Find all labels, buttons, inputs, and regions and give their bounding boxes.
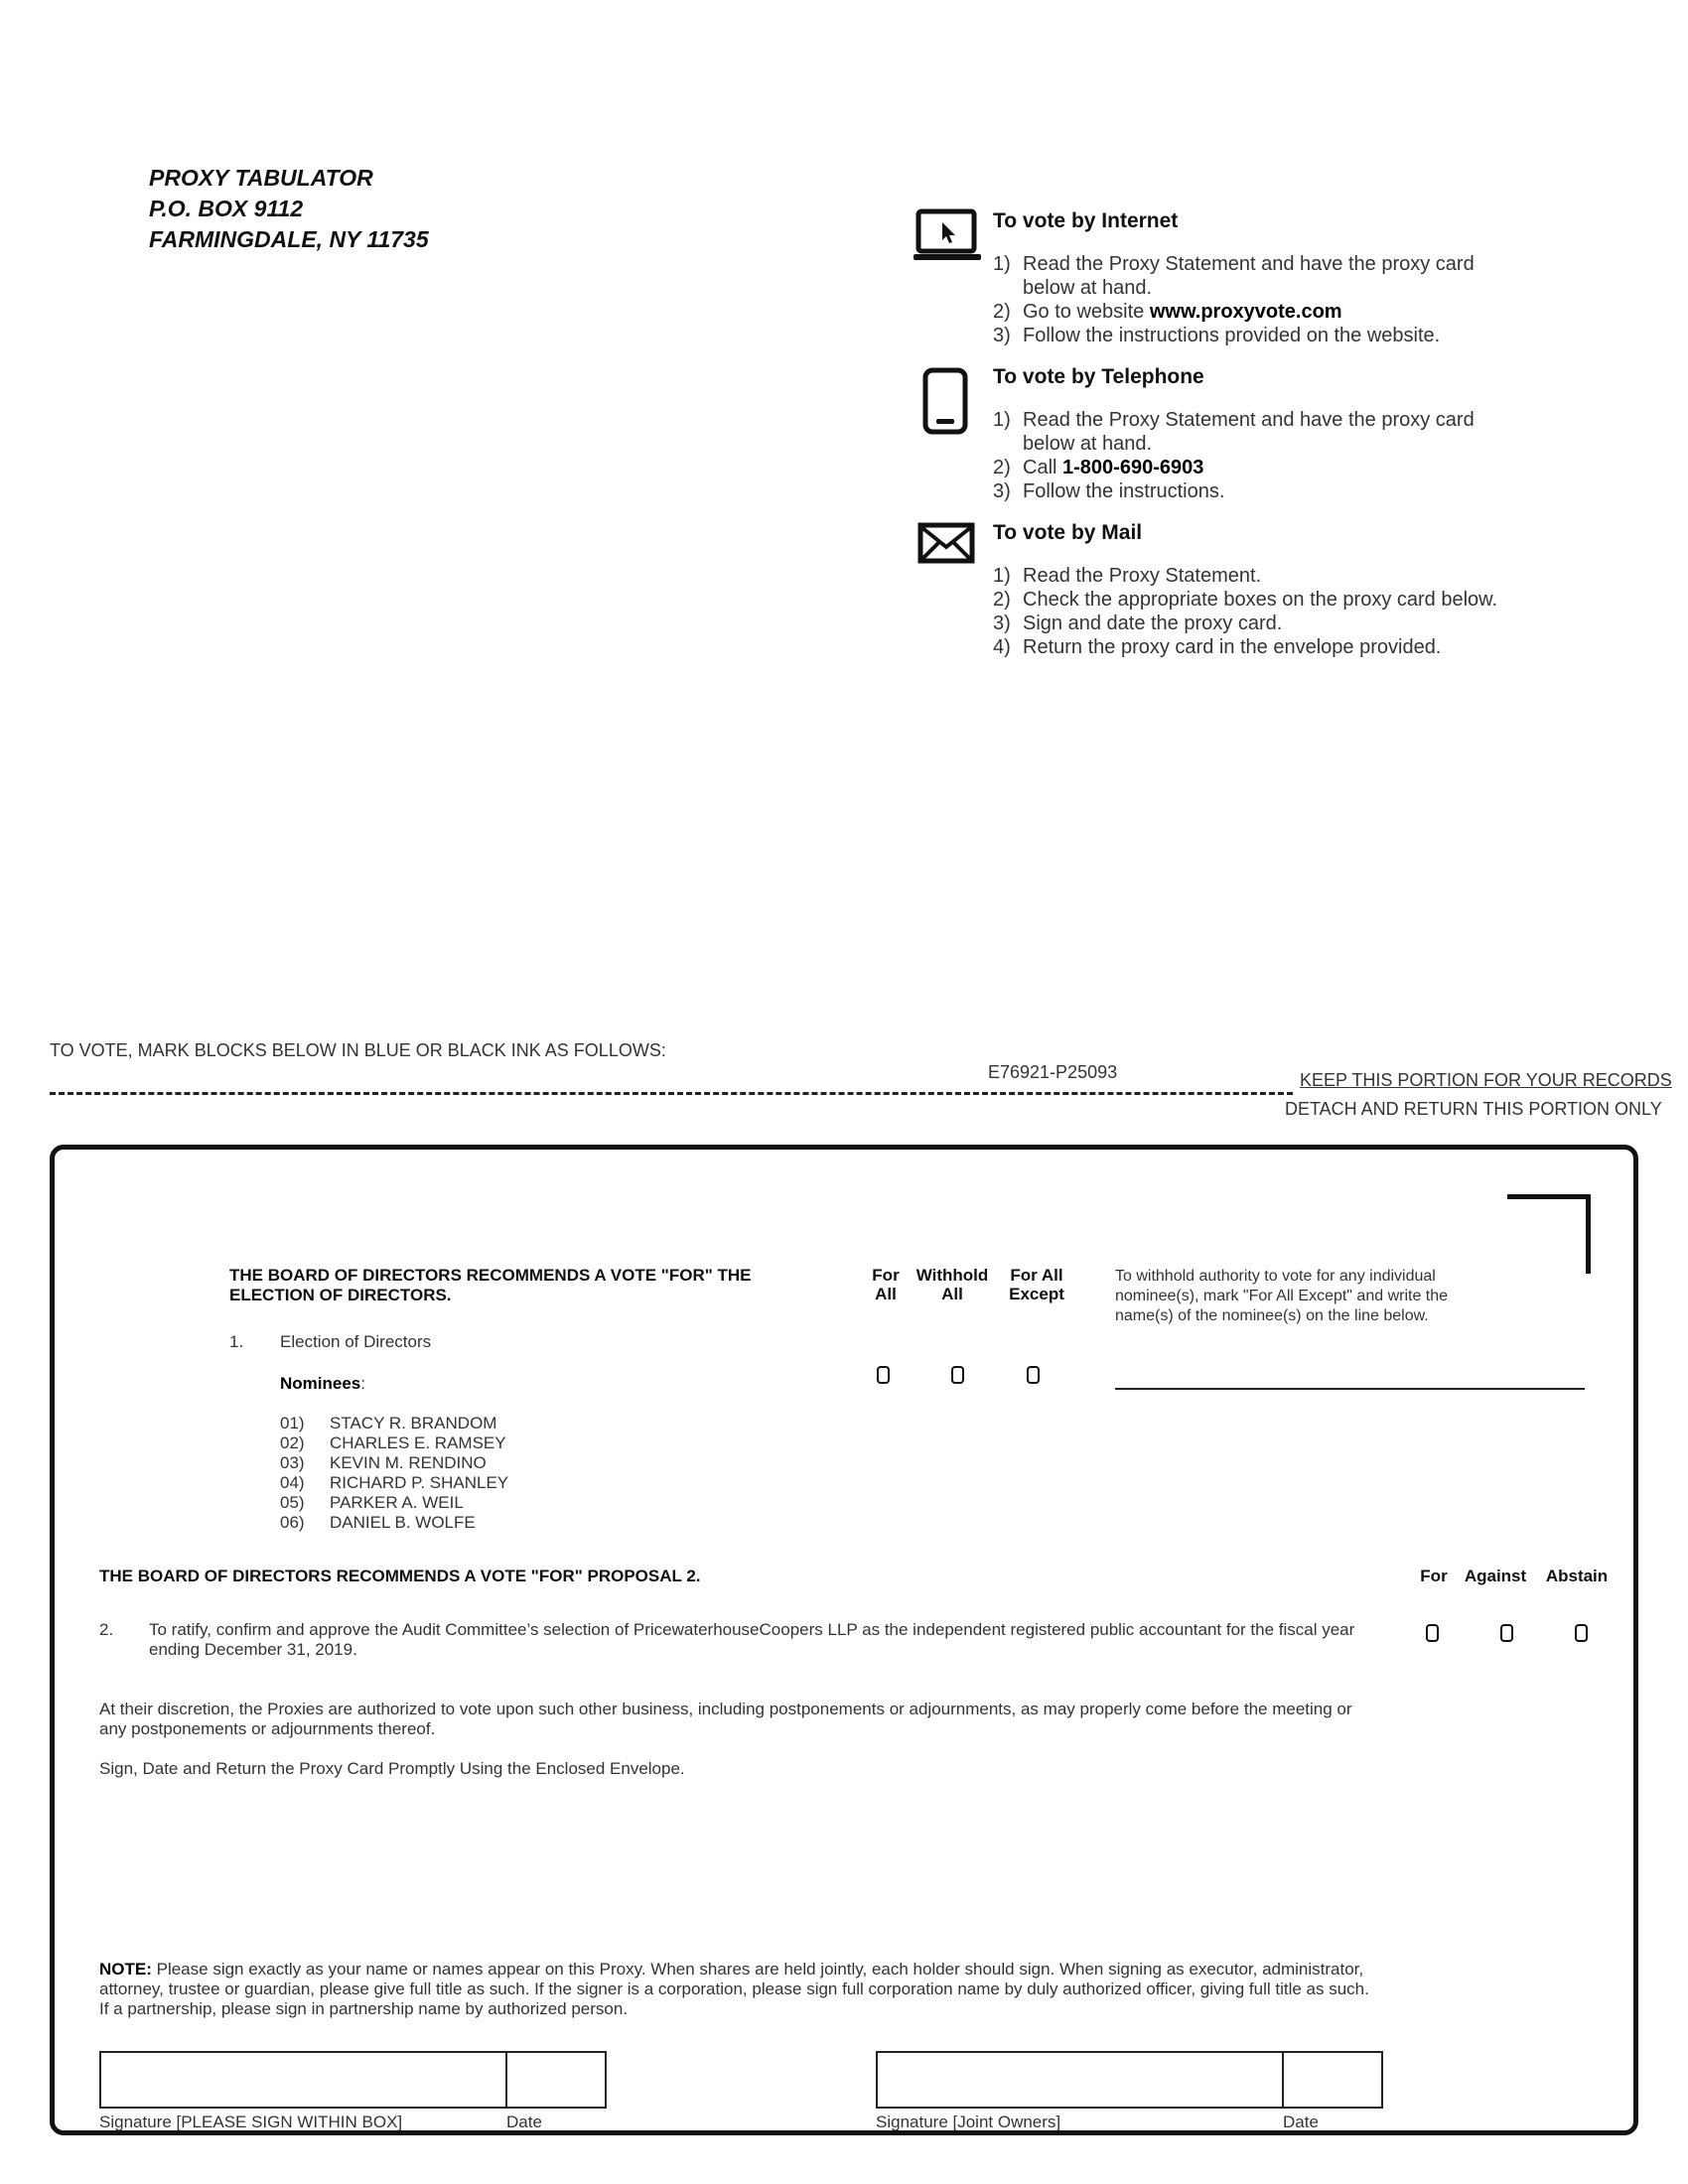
mail-vote-title: To vote by Mail xyxy=(993,521,1143,544)
item-1-label: Election of Directors xyxy=(280,1332,432,1351)
mail-steps xyxy=(993,564,1509,659)
col-abstain: Abstain xyxy=(1545,1567,1609,1585)
col-withhold-all: Withhold All xyxy=(915,1266,989,1303)
address-line-1: PROXY TABULATOR xyxy=(149,165,373,191)
control-code: E76921-P25093 xyxy=(988,1062,1118,1082)
nominee-5: 05) PARKER A. WEIL xyxy=(280,1493,464,1512)
telephone-step-3: 3) Follow the instructions. xyxy=(993,480,1225,502)
withhold-instructions: To withhold authority to vote for any individual nominee(s), mark "For All Except" and write the name(s) of the nominee(s) on the line below. xyxy=(1115,1268,1449,1324)
proposal-2-against-checkbox[interactable] xyxy=(1500,1624,1513,1642)
date-field-2[interactable] xyxy=(1284,2053,1381,2107)
ink-instructions: TO VOTE, MARK BLOCKS BELOW IN BLUE OR BLACK INK AS FOLLOWS: xyxy=(50,1040,666,1060)
nominee-4: 04) RICHARD P. SHANLEY xyxy=(280,1473,509,1492)
mail-step-2: 2) Check the appropriate boxes on the proxy card below. xyxy=(993,589,1498,611)
nominees-label: Nominees: xyxy=(280,1374,365,1393)
mail-step-4: 4) Return the proxy card in the envelope provided. xyxy=(993,636,1442,658)
signing-note: NOTE: Please sign exactly as your name or names appear on this Proxy. When shares are held jointly, each holder should sign. When signing as executor, administrator, attorney, trustee or guardian, please give full title as such. If the signer is a corporation, please sign full corporation name by duly authorized officer, giving full title as such. If a partnership, please sign in partnership name by authorized person. xyxy=(99,1960,1369,2018)
registration-corner-mark xyxy=(1507,1194,1591,1274)
internet-steps xyxy=(993,252,1509,347)
item-2-number: 2. xyxy=(99,1620,114,1639)
telephone-steps xyxy=(993,408,1509,503)
except-nominee-line[interactable] xyxy=(1115,1388,1585,1390)
col-for: For xyxy=(1420,1567,1448,1585)
nominee-1: 01) STACY R. BRANDOM xyxy=(280,1414,497,1433)
laptop-icon xyxy=(912,208,983,264)
date-2-label: Date xyxy=(1283,2113,1319,2131)
for-all-checkbox[interactable] xyxy=(877,1366,890,1384)
proposal-2-abstain-checkbox[interactable] xyxy=(1575,1624,1588,1642)
nominee-list xyxy=(280,1414,508,1533)
col-for-all: For All xyxy=(872,1266,900,1303)
date-field-1[interactable] xyxy=(507,2053,605,2107)
nominee-2: 02) CHARLES E. RAMSEY xyxy=(280,1433,506,1452)
proposal-2-heading: THE BOARD OF DIRECTORS RECOMMENDS A VOTE "FOR" PROPOSAL 2. xyxy=(99,1567,701,1585)
signature-1-label: Signature [PLEASE SIGN WITHIN BOX] xyxy=(99,2113,403,2131)
for-all-except-checkbox[interactable] xyxy=(1027,1366,1040,1384)
signature-box-2 xyxy=(876,2051,1383,2109)
signature-field-1[interactable] xyxy=(101,2053,507,2107)
internet-step-3: 3) Follow the instructions provided on the website. xyxy=(993,325,1441,346)
phone-number[interactable]: 1-800-690-6903 xyxy=(1062,457,1204,478)
internet-step-1: 1) Read the Proxy Statement and have the proxy card below at hand. xyxy=(993,253,1475,299)
return-portion-label: DETACH AND RETURN THIS PORTION ONLY xyxy=(1285,1099,1662,1119)
directors-heading: THE BOARD OF DIRECTORS RECOMMENDS A VOTE "FOR" THE ELECTION OF DIRECTORS. xyxy=(229,1266,752,1304)
keep-portion-label: KEEP THIS PORTION FOR YOUR RECORDS xyxy=(1300,1070,1672,1090)
date-1-label: Date xyxy=(506,2113,542,2131)
address-line-2: P.O. BOX 9112 xyxy=(149,196,304,221)
item-1-number: 1. xyxy=(229,1332,244,1351)
detach-line xyxy=(50,1092,1293,1095)
sign-date-return-text: Sign, Date and Return the Proxy Card Promptly Using the Enclosed Envelope. xyxy=(99,1759,685,1778)
phone-icon xyxy=(921,367,969,435)
telephone-step-1: 1) Read the Proxy Statement and have the proxy card below at hand. xyxy=(993,409,1475,455)
internet-vote-title: To vote by Internet xyxy=(993,209,1179,232)
signature-2-label: Signature [Joint Owners] xyxy=(876,2113,1061,2131)
mail-step-1: 1) Read the Proxy Statement. xyxy=(993,565,1262,587)
return-address xyxy=(149,163,429,255)
signature-field-2[interactable] xyxy=(878,2053,1284,2107)
internet-step-2: 2) Go to website www.proxyvote.com xyxy=(993,301,1342,323)
envelope-icon xyxy=(917,522,975,564)
proxyvote-link[interactable]: www.proxyvote.com xyxy=(1149,301,1342,323)
discretion-text: At their discretion, the Proxies are authorized to vote upon such other business, including postponements or adjournments, as may properly come before the meeting or any postponements or adjournments thereof. xyxy=(99,1700,1352,1738)
telephone-vote-title: To vote by Telephone xyxy=(993,365,1204,388)
mail-step-3: 3) Sign and date the proxy card. xyxy=(993,613,1283,634)
col-against: Against xyxy=(1464,1567,1527,1585)
item-2-text: To ratify, confirm and approve the Audit Committee’s selection of PricewaterhouseCoopers LLP as the independent registered public accountant for the fiscal year ending December 31, 2019. xyxy=(149,1620,1355,1659)
proposal-2-for-checkbox[interactable] xyxy=(1426,1624,1439,1642)
withhold-all-checkbox[interactable] xyxy=(951,1366,964,1384)
nominee-6: 06) DANIEL B. WOLFE xyxy=(280,1513,476,1532)
signature-box-1 xyxy=(99,2051,607,2109)
col-for-all-except: For All Except xyxy=(1009,1266,1064,1303)
nominee-3: 03) KEVIN M. RENDINO xyxy=(280,1453,487,1472)
telephone-step-2: 2) Call 1-800-690-6903 xyxy=(993,457,1204,478)
address-line-3: FARMINGDALE, NY 11735 xyxy=(149,226,429,252)
